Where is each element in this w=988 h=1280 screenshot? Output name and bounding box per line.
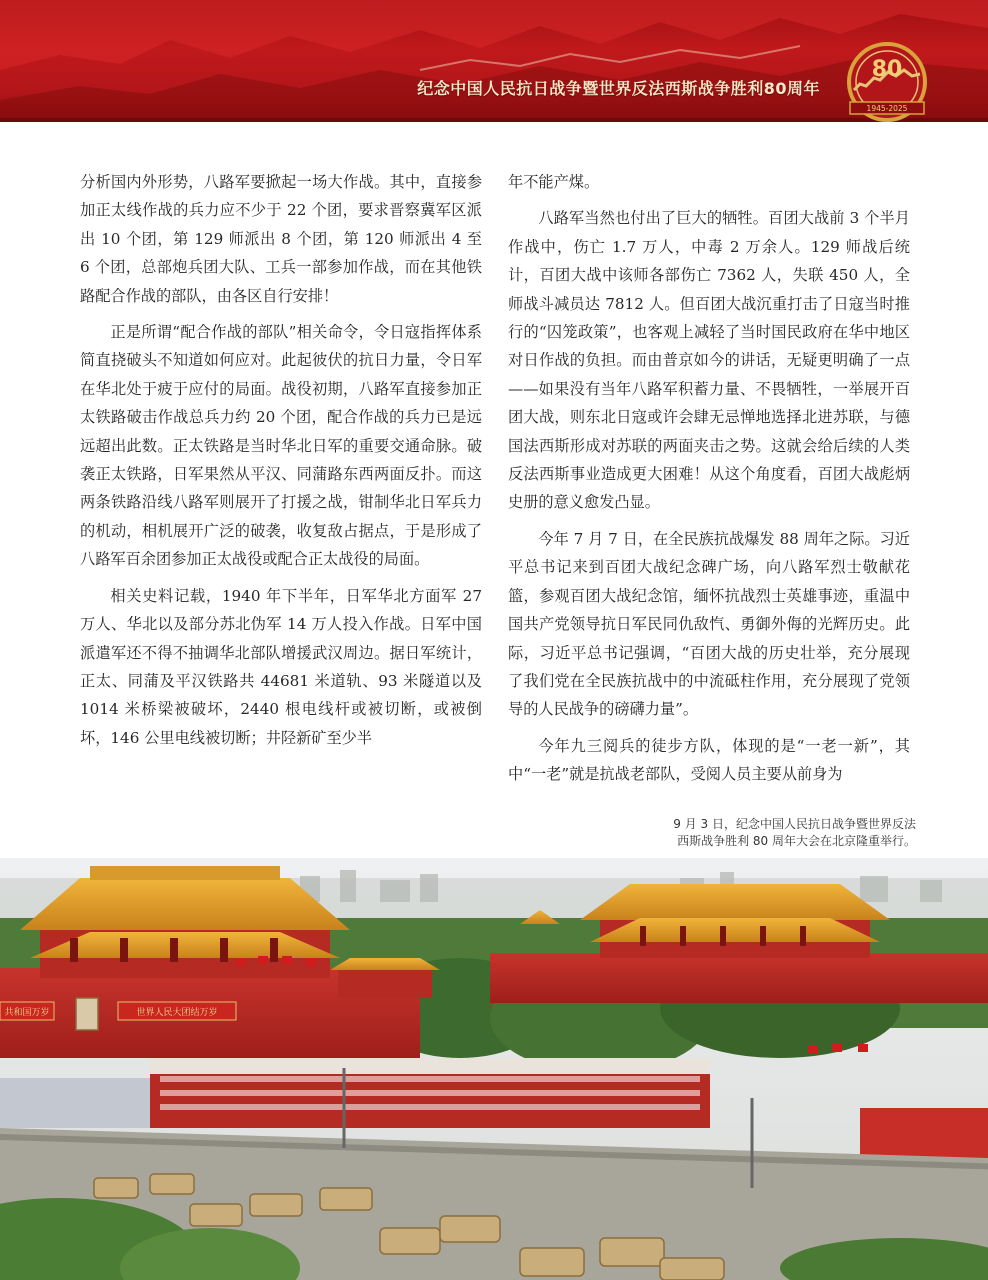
caption-line: 9 月 3 日，纪念中国人民抗日战争暨世界反法 bbox=[673, 817, 916, 831]
photo-caption bbox=[620, 816, 916, 850]
paragraph: 今年九三阅兵的徒步方队，体现的是“一老一新”，其中“一老”就是抗战老部队，受阅人员主要从前身为 bbox=[508, 736, 910, 784]
left-column bbox=[80, 168, 482, 760]
paragraph: 年不能产煤。 bbox=[508, 173, 600, 191]
paragraph: 今年 7 月 7 日，在全民族抗战爆发 88 周年之际。习近平总书记来到百团大战纪念碑广场，向八路军烈士敬献花篮，参观百团大战纪念馆，缅怀抗战烈士英雄事迹，重温中国共产党领导抗日军民同仇敌忾、勇御外侮的光辉历史。此际，习近平总书记强调，“百团大战的历史壮举，充分展现了我们党在全民族抗战中的中流砥柱作用，充分展现了党领导的人民战争的磅礴力量”。 bbox=[508, 529, 910, 719]
right-column bbox=[508, 168, 910, 797]
emblem-number: 80 bbox=[871, 57, 903, 82]
paragraph: 八路军当然也付出了巨大的牺牲。百团大战前 3 个半月作战中，伤亡 1.7 万人，中毒 2 万余人。129 师战后统计，百团大战中该师各部伤亡 7362 人，失联 450 人，全师战斗减员达 7812 人。但百团大战沉重打击了日寇当时推行的“囚笼政策”，也客观上减轻了当时国民政府在华中地区对日作战的负担。而由普京如今的讲话，无疑更明确了一点——如果没有当年八路军积蓄力量、不畏牺牲，一举展开百团大战，则东北日寇或许会肆无忌惮地选择北进苏联，与德国法西斯形成对苏联的两面夹击之势。这就会给后续的人类反法西斯事业造成更大困难！从这个角度看，百团大战彪炳史册的意义愈发凸显。 bbox=[508, 209, 910, 512]
anniversary-emblem bbox=[840, 40, 934, 122]
banner-right-text: 世界人民大团结万岁 bbox=[136, 1008, 218, 1018]
paragraph: 相关史料记载，1940 年下半年，日军华北方面军 27 万人、华北以及部分苏北伪军 14 万人投入作战。日军中国派遣军还不得不抽调华北部队增援武汉周边。据日军统计，正太、同蒲及平汉铁路共 44681 米道轨、93 米隧道以及 1014 米桥梁被破坏，2440 根电线杆或被切断，或被倒坏，146 公里电线被切断；井陉新矿至少半 bbox=[80, 586, 482, 747]
portrait bbox=[76, 998, 98, 1030]
caption-line: 西斯战争胜利 80 周年大会在北京隆重举行。 bbox=[677, 834, 916, 848]
parade-photo bbox=[0, 858, 988, 1280]
banner-left-text: 共和国万岁 bbox=[4, 1008, 50, 1018]
header-title: 纪念中国人民抗日战争暨世界反法西斯战争胜利80周年 bbox=[417, 79, 820, 98]
header-banner bbox=[0, 0, 988, 122]
paragraph: 正是所谓“配合作战的部队”相关命令，令日寇指挥体系简直挠破头不知道如何应对。此起彼伏的抗日力量，令日军在华北处于疲于应付的局面。战役初期，八路军直接参加正太铁路破击作战总兵力约 20 个团，配合作战的兵力已是远远超出此数。正太铁路是当时华北日军的重要交通命脉。破袭正太铁路，日军果然从平汉、同蒲路东西两面反扑。而这两条铁路沿线八路军则展开了打援之战，钳制华北日军兵力的机动，相机展开广泛的破袭，收复敌占据点，于是形成了八路军百余团参加正太战役或配合正太战役的局面。 bbox=[80, 323, 482, 569]
emblem-years: 1945-2025 bbox=[866, 104, 908, 113]
paragraph: 分析国内外形势，八路军要掀起一场大作战。其中，直接参加正太线作战的兵力应不少于 22 个团，要求晋察冀军区派出 10 个团，第 129 师派出 8 个团，第 120 师派出 4 至 6 个团，总部炮兵团大队、工兵一部参加作战，而在其他铁路配合作战的部队，由各区自行安排！ bbox=[80, 173, 482, 305]
